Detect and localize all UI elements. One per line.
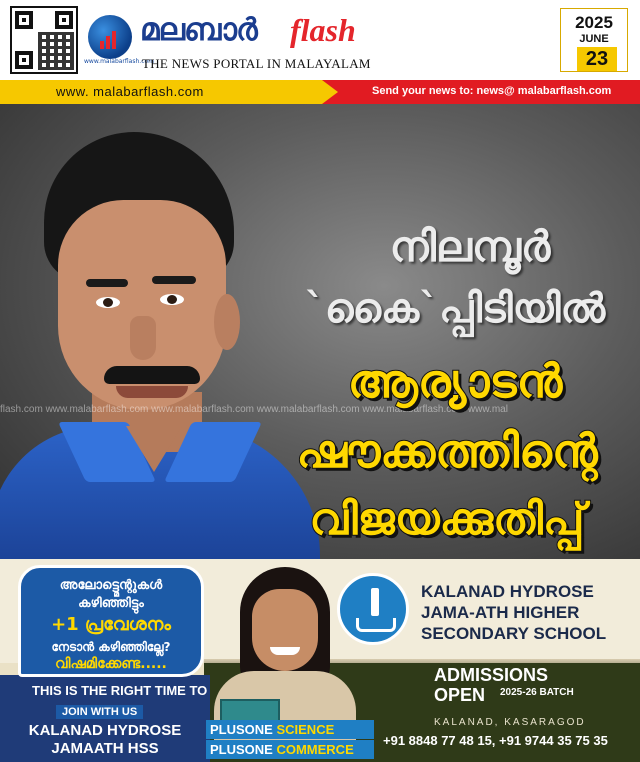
admissions-line2: OPEN [434, 685, 486, 705]
watermark-text: flash.com www.malabarflash.com www.malabarflash.com www.malabarflash.com www.malabarflash.com www.mal [0, 404, 508, 415]
date-day: 23 [577, 47, 617, 71]
school-name [421, 581, 606, 644]
bubble-line5: വിഷമിക്കേണ്ട..... [55, 656, 167, 672]
bubble-line4: നേടാൻ കഴിഞ്ഞില്ലേ? [51, 640, 171, 654]
logo-url: www.malabarflash.com [84, 58, 155, 65]
highlight-line1: ആര്യാടൻ [347, 354, 563, 408]
right-time-text: THIS IS THE RIGHT TIME TO [32, 683, 208, 698]
bubble-line1: അലോട്ട്മെന്റുകൾ [59, 578, 163, 593]
site-header [0, 0, 640, 80]
school-line2: JAMA-ATH HIGHER [421, 603, 580, 622]
speech-bubble [18, 565, 204, 677]
school-line3: SECONDARY SCHOOL [421, 624, 607, 643]
tag-commerce-prefix: PLUSONE [210, 742, 277, 757]
tag-commerce: COMMERCE [276, 742, 354, 757]
tag-science-prefix: PLUSONE [210, 722, 277, 737]
globe-chart-icon [88, 15, 132, 59]
school-name-short [0, 722, 210, 758]
headline-line1: നിലമ്പൂർ [389, 222, 551, 271]
highlight-line2: ഷൗക്കത്തിന്റെ [296, 424, 598, 478]
headline-line2: `കൈ`പ്പിടിയിൽ [304, 286, 606, 332]
date-badge [560, 8, 628, 72]
date-year: 2025 [575, 13, 613, 32]
date-month: JUNE [579, 33, 609, 45]
bubble-line2: കഴിഞ്ഞിട്ടും [78, 596, 144, 611]
tag-plusone-commerce [206, 740, 374, 759]
school-short-line2: JAMAATH HSS [51, 740, 159, 757]
phone-numbers[interactable]: +91 8848 77 48 15, +91 9744 35 75 35 [383, 733, 608, 748]
school-short-line1: KALANAD HYDROSE [28, 722, 182, 739]
contact-strip [0, 80, 640, 104]
admissions-line1: ADMISSIONS [434, 665, 549, 685]
batch-label: 2025-26 BATCH [500, 687, 574, 698]
logo-flash[interactable]: flash [290, 12, 356, 48]
qr-code-icon[interactable] [10, 6, 78, 74]
website-link[interactable]: www. malabarflash.com [56, 84, 204, 99]
hero-image [0, 104, 640, 559]
bubble-line3: +1 പ്രവേശനം [51, 614, 171, 635]
send-news-text[interactable]: Send your news to: news@ malabarflash.com [372, 85, 612, 97]
tag-plusone-science [206, 720, 374, 739]
join-badge: JOIN WITH US [56, 705, 143, 719]
place-label: KALANAD, KASARAGOD [434, 717, 586, 728]
school-line1: KALANAD HYDROSE [421, 582, 594, 601]
pen-book-emblem-icon [337, 573, 409, 645]
logo-malayalam[interactable]: മലബാർ [140, 12, 257, 48]
admissions-open [434, 665, 548, 705]
school-advertisement[interactable] [0, 559, 640, 762]
tagline: THE NEWS PORTAL IN MALAYALAM [142, 56, 371, 71]
tag-science: SCIENCE [276, 722, 335, 737]
highlight-line3: വിജയക്കുതിപ്പ് [309, 494, 585, 545]
